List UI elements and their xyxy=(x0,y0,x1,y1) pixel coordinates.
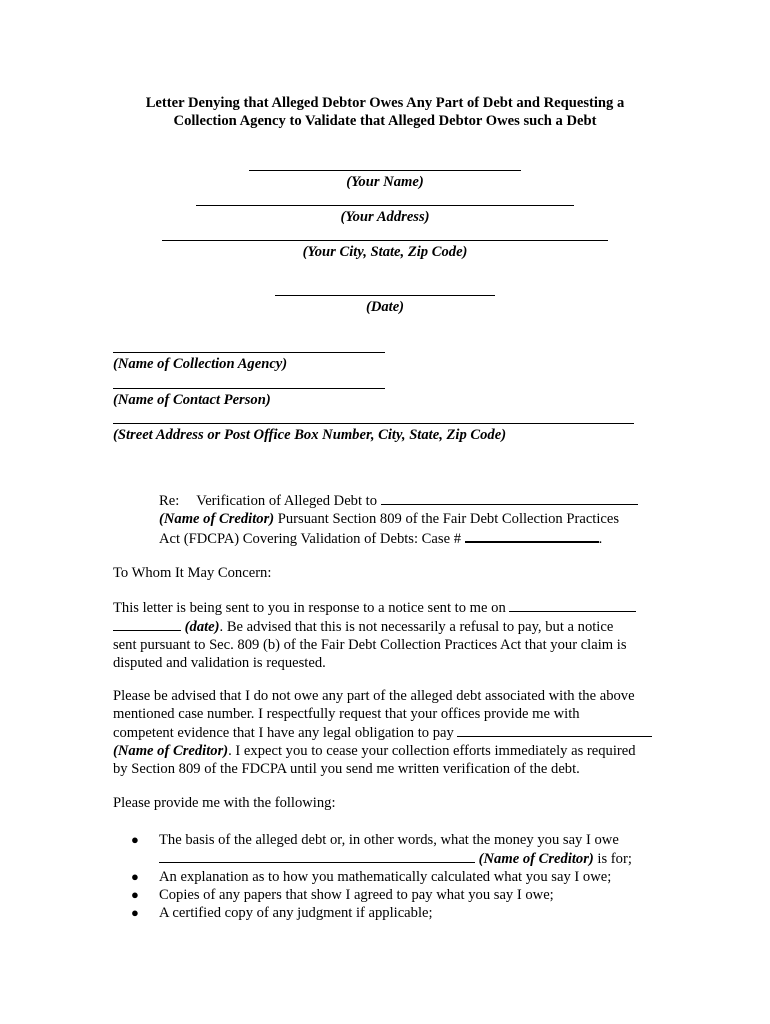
para1-line-4: disputed and validation is requested. xyxy=(113,655,326,671)
your-address-block xyxy=(0,205,770,226)
re-line-2: Pursuant Section 809 of the Fair Debt Collection Practices xyxy=(274,511,620,527)
notice-date-blank-cont[interactable] xyxy=(113,617,181,631)
your-city-block xyxy=(0,240,770,261)
your-address-line[interactable] xyxy=(196,205,574,206)
list-item xyxy=(113,868,658,886)
bullet-3: Copies of any papers that show I agreed to pay what you say I owe; xyxy=(159,887,554,903)
para1-line-1: This letter is being sent to you in response to a notice sent to me on xyxy=(113,600,510,616)
salutation: To Whom It May Concern: xyxy=(113,565,272,581)
list-item xyxy=(113,904,658,922)
document-title xyxy=(100,94,670,130)
bullet-2: An explanation as to how you mathematically calculated what you say I owe; xyxy=(159,869,612,885)
bullet-4: A certified copy of any judgment if applicable; xyxy=(159,905,433,921)
bullet-1-creditor: (Name of Creditor) xyxy=(478,851,594,867)
creditor-blank[interactable] xyxy=(381,491,638,505)
re-line-3-end: . xyxy=(598,531,603,547)
your-name-line[interactable] xyxy=(249,170,521,171)
provide-intro: Please provide me with the following: xyxy=(113,795,336,811)
bullet-1-end: is for; xyxy=(593,851,632,867)
obligation-creditor-blank[interactable] xyxy=(457,723,652,737)
contact-person-line[interactable] xyxy=(113,388,385,389)
your-city-label: (Your City, State, Zip Code) xyxy=(302,244,468,260)
your-name-block xyxy=(0,170,770,191)
paragraph-2 xyxy=(113,687,658,778)
street-address-line[interactable] xyxy=(113,423,634,424)
para2-line-3: competent evidence that I have any legal obligation to pay xyxy=(113,725,458,741)
street-address-label: (Street Address or Post Office Box Number, City, State, Zip Code) xyxy=(113,427,507,443)
list-item xyxy=(113,831,658,868)
your-city-line[interactable] xyxy=(162,240,608,241)
para2-creditor-label: (Name of Creditor) xyxy=(113,743,229,759)
para1-date-label: (date) xyxy=(184,619,220,635)
para1-line-2: . Be advised that this is not necessarily a refusal to pay, but a notice xyxy=(219,619,614,635)
re-line-3: Act (FDCPA) Covering Validation of Debts: Case # xyxy=(159,531,465,547)
para2-line-4: . I expect you to cease your collection efforts immediately as required xyxy=(228,743,636,759)
collection-agency-line[interactable] xyxy=(113,352,385,353)
title-line-2: Collection Agency to Validate that Alleged Debtor Owes such a Debt xyxy=(173,113,597,129)
para2-line-1: Please be advised that I do not owe any part of the alleged debt associated with the above xyxy=(113,688,635,704)
re-block xyxy=(159,491,659,548)
bullet-icon: ● xyxy=(131,869,139,884)
re-prefix: Re: xyxy=(159,493,180,509)
your-name-label: (Your Name) xyxy=(346,174,424,190)
street-address-block xyxy=(113,423,634,444)
re-line-1: Verification of Alleged Debt to xyxy=(196,493,381,509)
date-label: (Date) xyxy=(365,299,405,315)
case-number-blank[interactable] xyxy=(465,528,599,543)
notice-date-blank[interactable] xyxy=(509,598,636,612)
title-line-1: Letter Denying that Alleged Debtor Owes Any Part of Debt and Requesting a xyxy=(145,95,625,111)
date-line[interactable] xyxy=(275,295,495,296)
collection-agency-label: (Name of Collection Agency) xyxy=(113,356,288,372)
paragraph-1 xyxy=(113,598,658,672)
collection-agency-block xyxy=(113,352,385,373)
contact-person-label: (Name of Contact Person) xyxy=(113,392,271,408)
bullet-icon: ● xyxy=(131,905,139,920)
para2-line-2: mentioned case number. I respectfully request that your offices provide me with xyxy=(113,706,580,722)
bullet-icon: ● xyxy=(131,832,139,847)
contact-person-block xyxy=(113,388,385,409)
request-list xyxy=(113,831,658,922)
re-creditor-label: (Name of Creditor) xyxy=(159,511,275,527)
list-item xyxy=(113,886,658,904)
bullet-icon: ● xyxy=(131,887,139,902)
basis-creditor-blank[interactable] xyxy=(159,849,475,863)
para2-line-5: by Section 809 of the FDCPA until you send me written verification of the debt. xyxy=(113,761,580,777)
bullet-1-line-1: The basis of the alleged debt or, in other words, what the money you say I owe xyxy=(159,832,619,848)
your-address-label: (Your Address) xyxy=(340,209,430,225)
date-block xyxy=(0,295,770,316)
para1-line-3: sent pursuant to Sec. 809 (b) of the Fair Debt Collection Practices Act that your claim is xyxy=(113,637,627,653)
